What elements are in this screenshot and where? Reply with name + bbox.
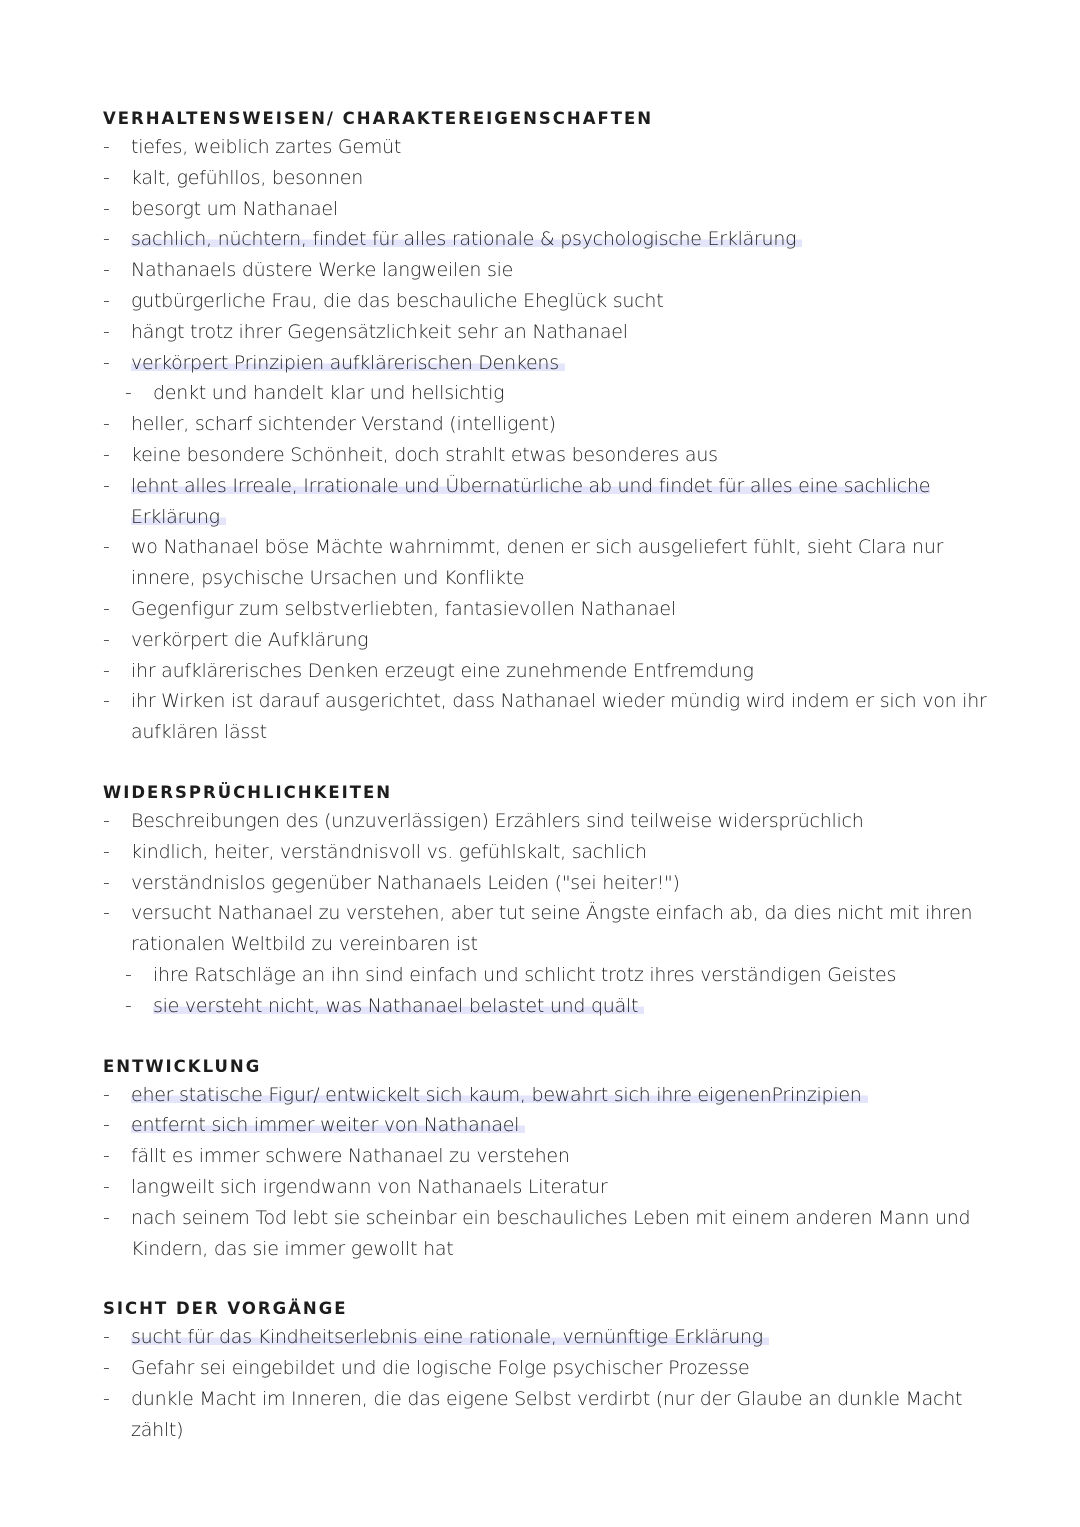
bullet-list	[103, 806, 1003, 1022]
section-heading: WIDERSPRÜCHLICHKEITEN	[103, 782, 393, 802]
item-text: kalt, gefühllos, besonnen	[131, 166, 363, 189]
list-item	[103, 868, 1003, 899]
bullet-list	[103, 1322, 1003, 1445]
list-item	[103, 317, 1003, 348]
list-item	[103, 224, 1003, 255]
bullet-dash-icon: -	[103, 197, 110, 220]
bullet-dash-icon: -	[103, 228, 110, 251]
bullet-dash-icon: -	[103, 536, 110, 559]
item-text: versucht Nathanael zu verstehen, aber tut seine Ängste einfach ab, da dies nicht mit ihren rationalen Weltbild zu vereinbaren ist	[131, 902, 973, 956]
list-item	[103, 1203, 1003, 1265]
section-sicht-der-vorgaenge	[103, 1296, 1003, 1445]
item-text: Gefahr sei eingebildet und die logische Folge psychischer Prozesse	[131, 1357, 750, 1380]
item-text: heller, scharf sichtender Verstand (intelligent)	[131, 413, 556, 436]
bullet-dash-icon: -	[103, 809, 110, 832]
bullet-dash-icon: -	[103, 474, 110, 497]
item-text: ihr Wirken ist darauf ausgerichtet, dass Nathanael wieder mündig wird indem er sich von ihr aufklären lässt	[131, 690, 987, 744]
section-list	[103, 106, 1003, 1445]
sub-list-item	[103, 960, 1003, 991]
list-item	[103, 594, 1003, 625]
bullet-dash-icon: -	[103, 259, 110, 282]
highlighted-text: sachlich, nüchtern, findet für alles rationale & psychologische Erklärung	[131, 228, 802, 250]
item-text: tiefes, weiblich zartes Gemüt	[131, 136, 402, 158]
bullet-dash-icon: -	[103, 1145, 110, 1168]
list-item	[103, 409, 1003, 440]
list-item	[103, 532, 1003, 594]
list-item	[103, 163, 1003, 194]
item-text: nach seinem Tod lebt sie scheinbar ein beschauliches Leben mit einem anderen Mann und Kindern, das sie immer gewollt hat	[131, 1206, 971, 1260]
bullet-dash-icon: -	[103, 1387, 110, 1410]
item-text: verständnislos gegenüber Nathanaels Leiden ("sei heiter!")	[131, 871, 680, 894]
list-item	[103, 440, 1003, 471]
section-heading: ENTWICKLUNG	[103, 1056, 262, 1076]
list-item	[103, 1353, 1003, 1384]
notes-page	[103, 106, 1003, 1445]
bullet-dash-icon: -	[103, 166, 110, 189]
list-item	[103, 1172, 1003, 1203]
bullet-dash-icon: -	[103, 443, 110, 466]
item-text: Nathanaels düstere Werke langweilen sie	[131, 259, 514, 282]
highlighted-text: sucht für das Kindheitserlebnis eine rationale, vernünftige Erklärung	[131, 1326, 769, 1348]
list-item	[103, 1384, 1003, 1446]
bullet-list	[103, 1080, 1003, 1265]
list-item	[103, 656, 1003, 687]
list-item	[103, 286, 1003, 317]
item-text: gutbürgerliche Frau, die das beschauliche Eheglück sucht	[131, 289, 664, 312]
bullet-dash-icon: -	[103, 659, 110, 682]
item-text: keine besondere Schönheit, doch strahlt etwas besonderes aus	[131, 443, 718, 466]
list-item	[103, 348, 1003, 379]
bullet-dash-icon: -	[103, 1206, 110, 1229]
list-item	[103, 625, 1003, 656]
list-item	[103, 837, 1003, 868]
list-item	[103, 1110, 1003, 1141]
bullet-dash-icon: -	[103, 690, 110, 713]
item-text: fällt es immer schwere Nathanael zu verstehen	[131, 1145, 570, 1168]
section-widerspruechlichkeiten	[103, 780, 1003, 1022]
bullet-dash-icon: -	[103, 628, 110, 651]
section-entwicklung	[103, 1054, 1003, 1265]
item-text: besorgt um Nathanael	[131, 197, 338, 220]
item-text: Beschreibungen des (unzuverlässigen) Erzählers sind teilweise widersprüchlich	[131, 809, 864, 832]
bullet-dash-icon: -	[125, 382, 132, 405]
highlighted-text: sie versteht nicht, was Nathanael belastet und quält	[153, 995, 644, 1017]
list-item	[103, 132, 1003, 163]
item-text: dunkle Macht im Inneren, die das eigene Selbst verdirbt (nur der Glaube an dunkle Macht zählt)	[131, 1387, 963, 1441]
bullet-dash-icon: -	[103, 320, 110, 343]
bullet-dash-icon: -	[103, 1175, 110, 1198]
list-item	[103, 1141, 1003, 1172]
highlighted-text: eher statische Figur/ entwickelt sich kaum, bewahrt sich ihre eigenenPrinzipien	[131, 1084, 868, 1106]
item-text: wo Nathanael böse Mächte wahrnimmt, denen er sich ausgeliefert fühlt, sieht Clara nur innere, psychische Ursachen und Konflikte	[131, 536, 944, 590]
section-heading: SICHT DER VORGÄNGE	[103, 1299, 348, 1319]
bullet-dash-icon: -	[103, 1114, 110, 1137]
item-text: denkt und handelt klar und hellsichtig	[153, 382, 505, 405]
highlighted-text: entfernt sich immer weiter von Nathanael	[131, 1114, 525, 1136]
sub-list-item	[103, 991, 1003, 1022]
bullet-dash-icon: -	[103, 1326, 110, 1349]
item-text: Gegenfigur zum selbstverliebten, fantasievollen Nathanael	[131, 597, 676, 620]
bullet-dash-icon: -	[125, 994, 132, 1017]
section-verhaltensweisen-charaktereigenschaften	[103, 106, 1003, 748]
bullet-dash-icon: -	[103, 597, 110, 620]
bullet-dash-icon: -	[125, 963, 132, 986]
bullet-dash-icon: -	[103, 413, 110, 436]
bullet-dash-icon: -	[103, 871, 110, 894]
item-text: hängt trotz ihrer Gegensätzlichkeit sehr an Nathanael	[131, 320, 628, 343]
bullet-dash-icon: -	[103, 289, 110, 312]
list-item	[103, 194, 1003, 225]
list-item	[103, 1322, 1003, 1353]
bullet-dash-icon: -	[103, 351, 110, 374]
bullet-dash-icon: -	[103, 1083, 110, 1106]
list-item	[103, 1080, 1003, 1111]
section-heading: VERHALTENSWEISEN/ CHARAKTEREIGENSCHAFTEN	[103, 109, 654, 128]
list-item	[103, 806, 1003, 837]
list-item	[103, 471, 1003, 533]
list-item	[103, 255, 1003, 286]
bullet-dash-icon: -	[103, 1357, 110, 1380]
sub-list-item	[103, 378, 1003, 409]
highlighted-text: lehnt alles Irreale, Irrationale und Übernatürliche ab und findet für alles eine sachliche Erklärung	[131, 474, 931, 528]
list-item	[103, 898, 1003, 960]
bullet-dash-icon: -	[103, 902, 110, 925]
item-text: ihr aufklärerisches Denken erzeugt eine zunehmende Entfremdung	[131, 659, 754, 682]
bullet-dash-icon: -	[103, 136, 110, 158]
list-item	[103, 686, 1003, 748]
item-text: kindlich, heiter, verständnisvoll vs. gefühlskalt, sachlich	[131, 840, 647, 863]
bullet-list	[103, 132, 1003, 748]
item-text: verkörpert die Aufklärung	[131, 628, 369, 651]
highlighted-text: verkörpert Prinzipien aufklärerischen Denkens	[131, 352, 565, 374]
item-text: ihre Ratschläge an ihn sind einfach und schlicht trotz ihres verständigen Geistes	[153, 963, 897, 986]
bullet-dash-icon: -	[103, 840, 110, 863]
item-text: langweilt sich irgendwann von Nathanaels Literatur	[131, 1175, 608, 1198]
